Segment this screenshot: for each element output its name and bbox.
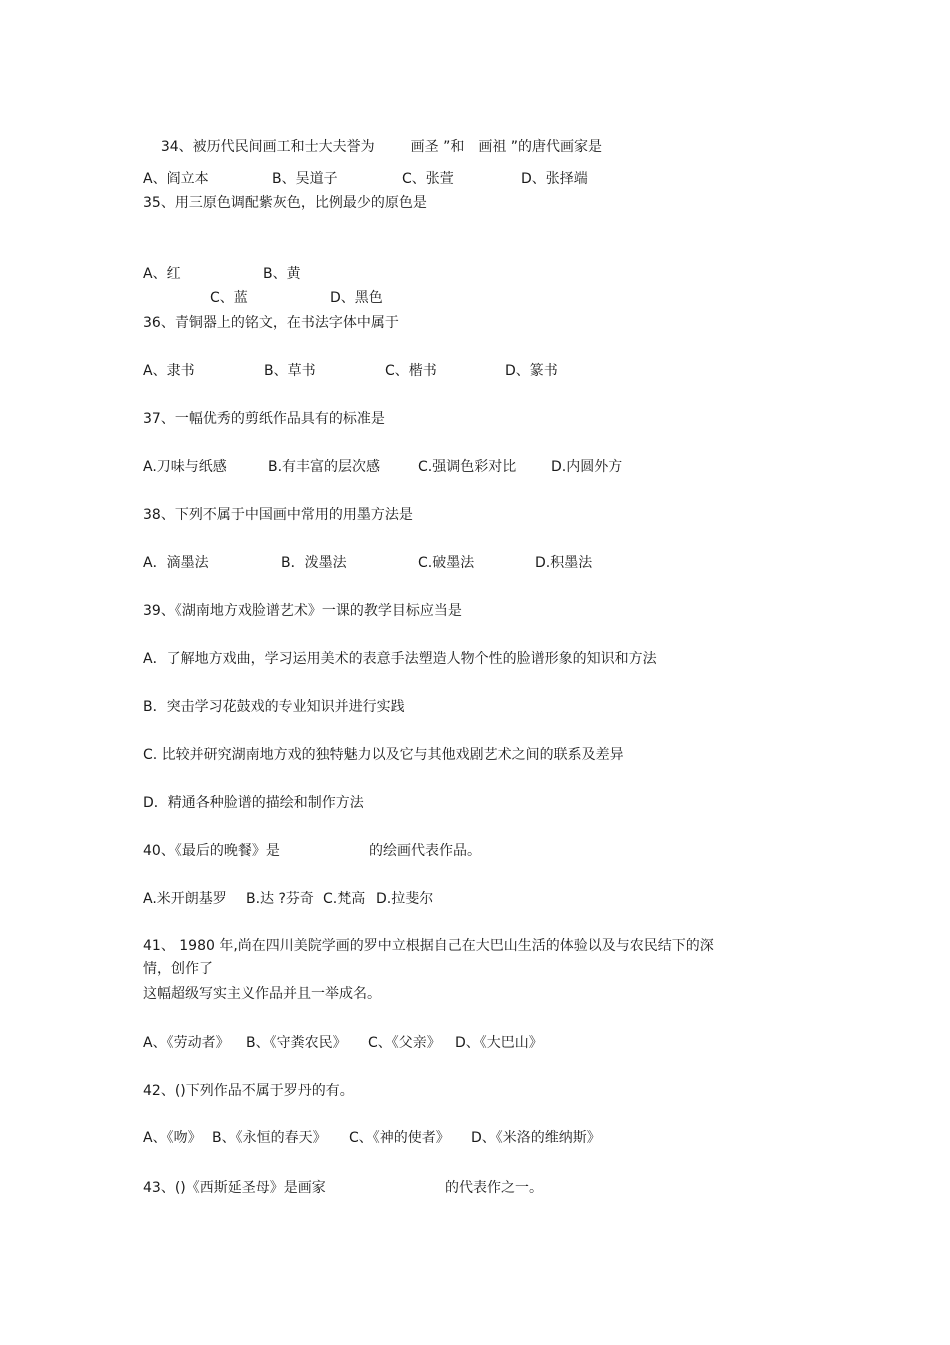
q35-option-a: A、红 — [143, 266, 181, 282]
q37-option-c: C.强调色彩对比 — [418, 459, 517, 475]
q41-option-d: D、《大巴山》 — [455, 1035, 543, 1051]
question-40-text-end: 的绘画代表作品。 — [369, 843, 481, 859]
q38-option-a: A．滴墨法 — [143, 555, 209, 571]
q37-option-d: D.内圆外方 — [551, 459, 623, 475]
question-36: 36、青铜器上的铭文，在书法字体中属于 — [143, 315, 399, 331]
question-38: 38、下列不属于中国画中常用的用墨方法是 — [143, 507, 413, 523]
question-43-text: 43、()《西斯延圣母》是画家 — [143, 1180, 326, 1196]
q36-option-c: C、楷书 — [385, 363, 437, 379]
question-34 — [143, 123, 602, 171]
question-41-line-1: 41、 1980 年,尚在四川美院学画的罗中立根据自己在大巴山生活的体验以及与农民结下的深 — [143, 938, 714, 954]
q40-option-c: C.梵高 — [323, 891, 366, 907]
question-42: 42、()下列作品不属于罗丹的有。 — [143, 1083, 354, 1099]
question-41-line-3: 这幅超级写实主义作品并且一举成名。 — [143, 986, 381, 1002]
question-35: 35、用三原色调配紫灰色，比例最少的原色是 — [143, 195, 427, 211]
q34-option-c: C、张萱 — [402, 171, 454, 187]
q40-option-a: A.米开朗基罗 — [143, 891, 227, 907]
question-37: 37、一幅优秀的剪纸作品具有的标准是 — [143, 411, 385, 427]
q39-option-c: C. 比较并研究湖南地方戏的独特魅力以及它与其他戏剧艺术之间的联系及差异 — [143, 747, 624, 763]
q40-option-b: B.达 ?芬奇 — [246, 891, 314, 907]
q42-option-a: A、《吻》 — [143, 1130, 202, 1146]
q42-option-c: C、《神的使者》 — [349, 1130, 450, 1146]
q37-option-a: A.刀味与纸感 — [143, 459, 227, 475]
q36-option-d: D、篆书 — [505, 363, 558, 379]
question-43-text-end: 的代表作之一。 — [445, 1180, 543, 1196]
q41-option-c: C、《父亲》 — [368, 1035, 441, 1051]
q35-option-d: D、黑色 — [330, 290, 383, 306]
q40-option-d: D.拉斐尔 — [376, 891, 434, 907]
q38-option-b: B．泼墨法 — [281, 555, 347, 571]
q38-option-c: C.破墨法 — [418, 555, 475, 571]
q42-option-d: D、《米洛的维纳斯》 — [471, 1130, 601, 1146]
question-40-text: 40、《最后的晚餐》是 — [143, 843, 280, 859]
q39-option-a: A．了解地方戏曲，学习运用美术的表意手法塑造人物个性的脸谱形象的知识和方法 — [143, 651, 657, 667]
q41-option-b: B、《守粪农民》 — [246, 1035, 347, 1051]
q35-option-c: C、蓝 — [210, 290, 248, 306]
q37-option-b: B.有丰富的层次感 — [268, 459, 381, 475]
q34-option-a: A、阎立本 — [143, 171, 209, 187]
q36-option-a: A、隶书 — [143, 363, 195, 379]
question-39: 39、《湖南地方戏脸谱艺术》一课的教学目标应当是 — [143, 603, 462, 619]
q35-option-b: B、黄 — [263, 266, 301, 282]
question-34-quote-1: 画圣 ”和 — [396, 139, 465, 155]
q34-option-d: D、张择端 — [521, 171, 588, 187]
q36-option-b: B、草书 — [264, 363, 316, 379]
question-34-text: 34、被历代民间画工和士大夫誉为 — [160, 139, 375, 155]
question-41-line-2: 情，创作了 — [143, 961, 213, 977]
q39-option-b: B．突击学习花鼓戏的专业知识并进行实践 — [143, 699, 405, 715]
q42-option-b: B、《永恒的春天》 — [212, 1130, 327, 1146]
q39-option-d: D．精通各种脸谱的描绘和制作方法 — [143, 795, 364, 811]
q34-option-b: B、吴道子 — [272, 171, 338, 187]
q38-option-d: D.积墨法 — [535, 555, 593, 571]
question-34-quote-2: 画祖 ”的唐代画家是 — [464, 139, 603, 155]
q41-option-a: A、《劳动者》 — [143, 1035, 230, 1051]
